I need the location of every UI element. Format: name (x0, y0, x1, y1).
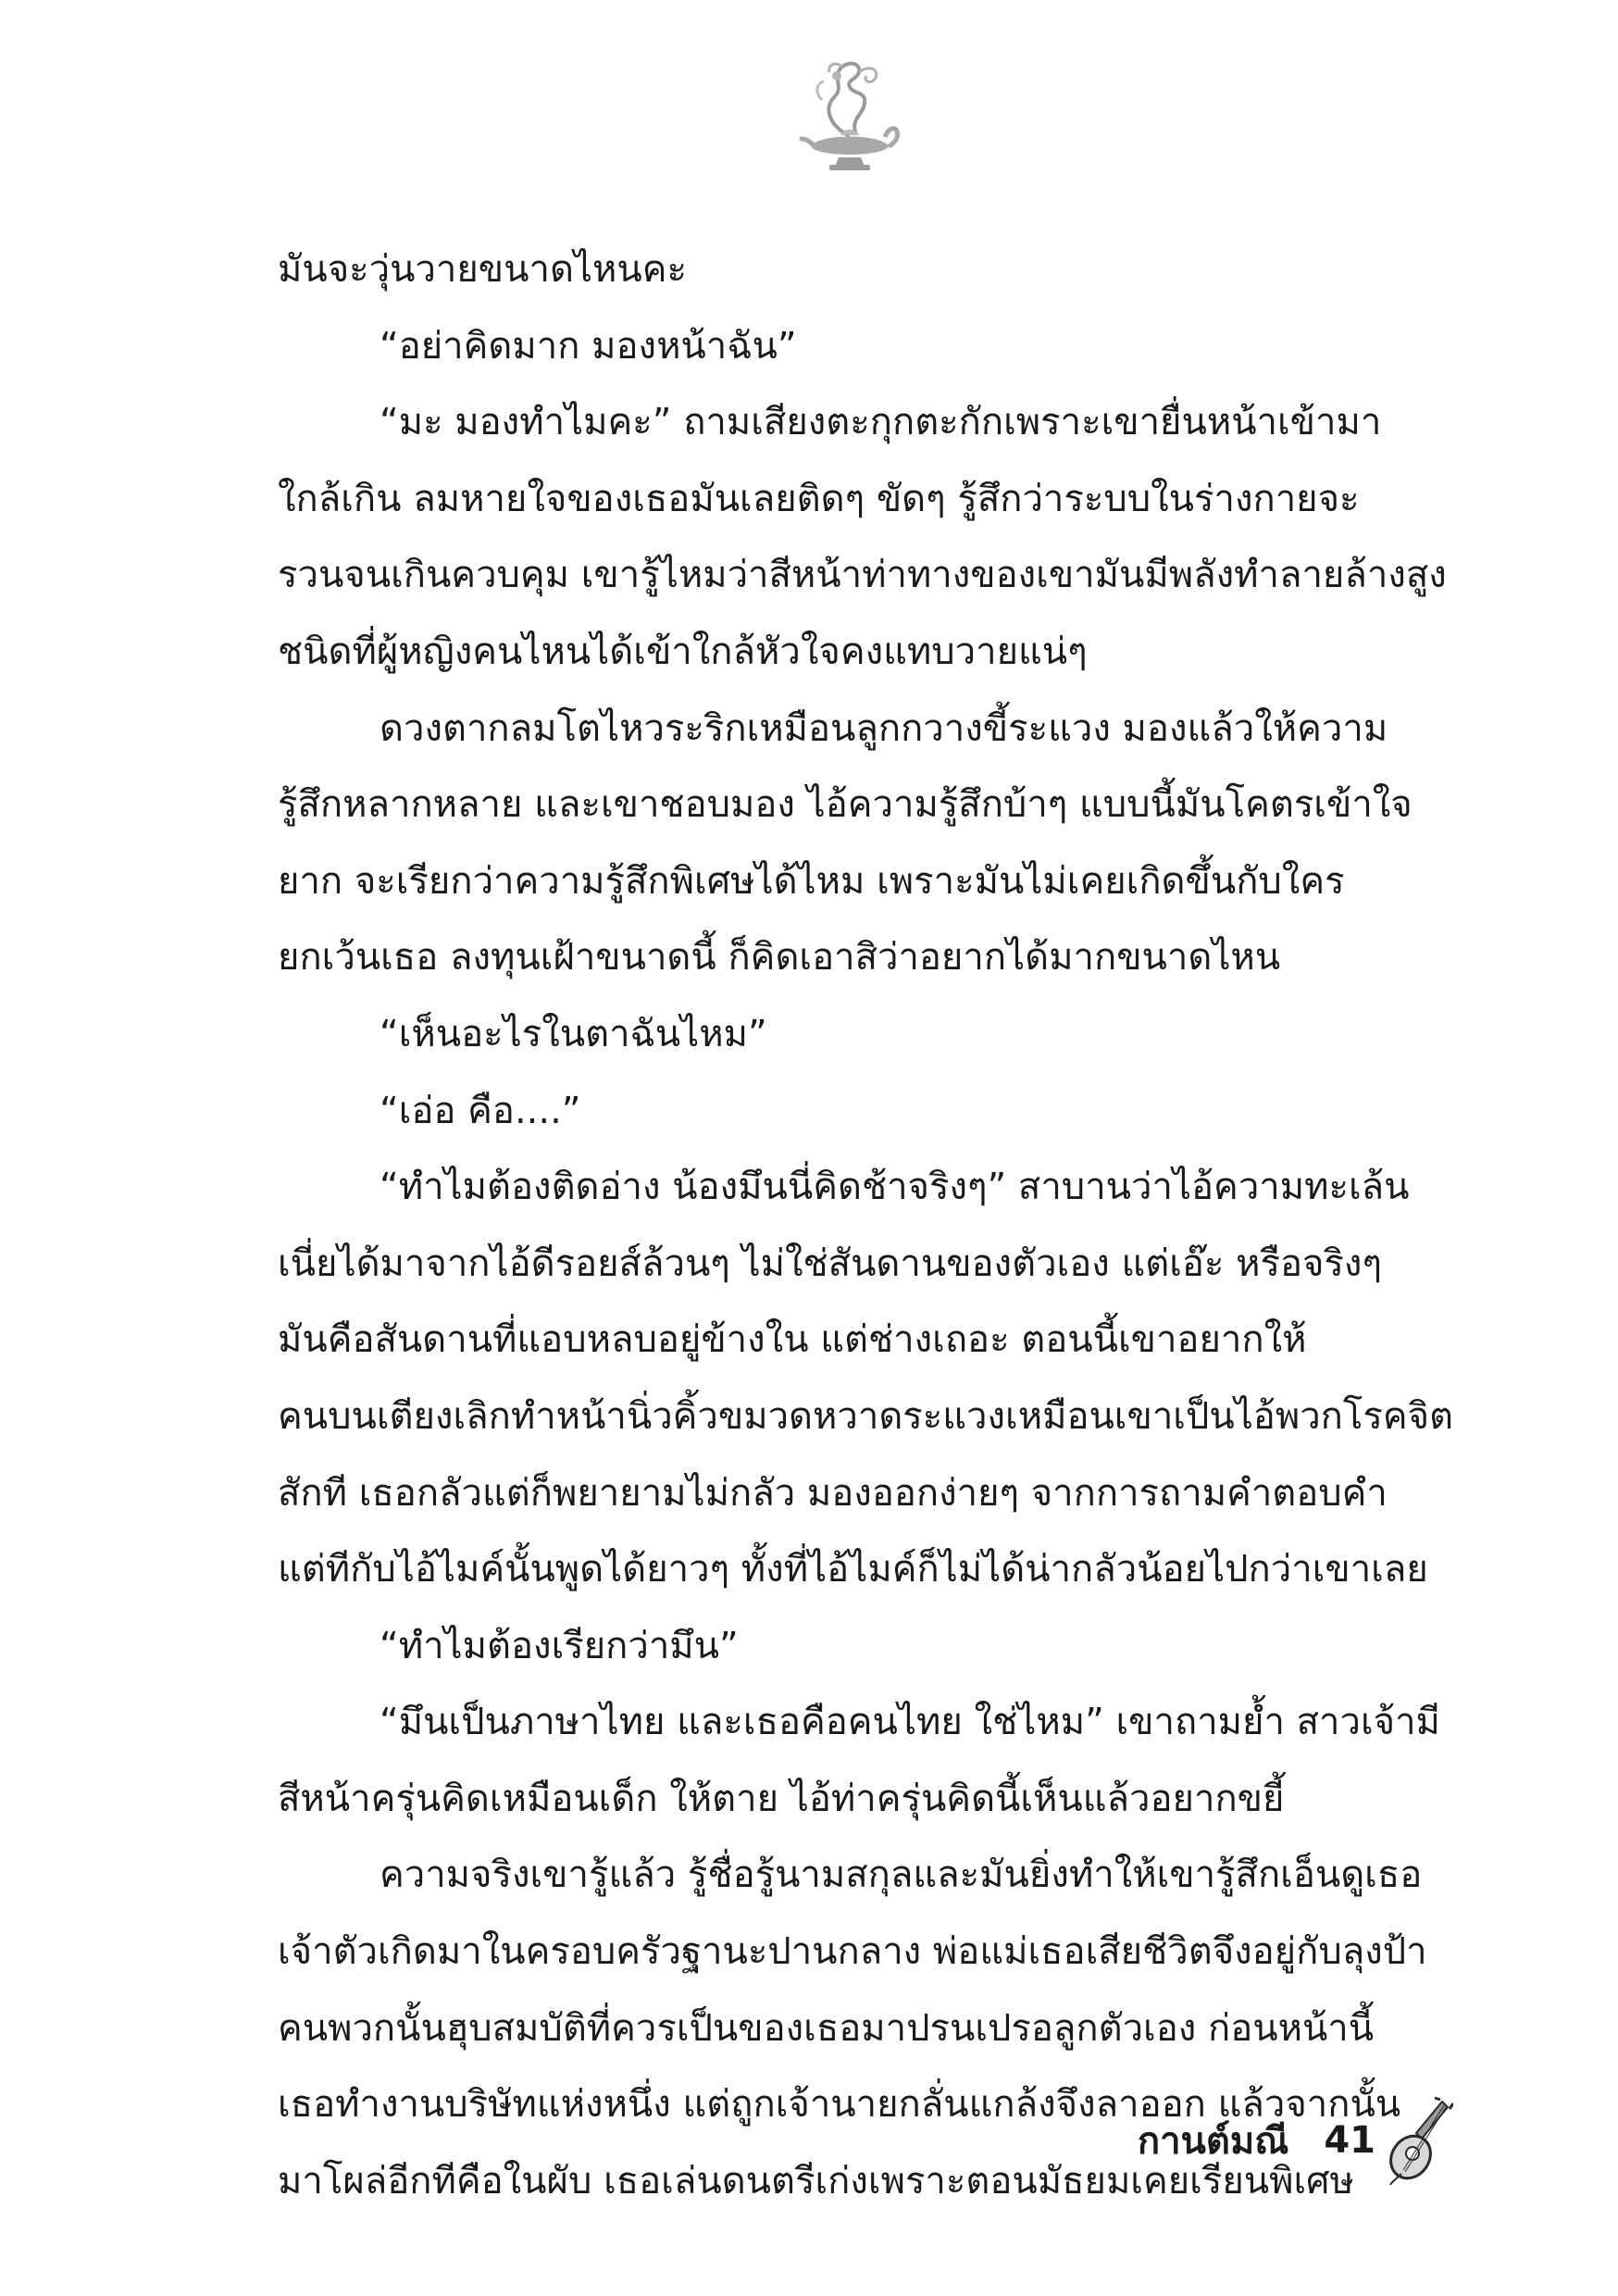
text-line: ดวงตากลมโตไหวระริกเหมือนลูกกวางขี้ระแวง มองแล้วให้ความ (380, 706, 1388, 750)
text-line: “ทำไมต้องติดอ่าง น้องมึนนี่คิดช้าจริงๆ” สาบานว่าไอ้ความทะเล้น (380, 1166, 1410, 1209)
text-line: คนบนเตียงเลิกทำหน้านิ่วคิ้วขมวดหวาดระแวงเหมือนเขาเป็นไอ้พวกโรคจิต (278, 1394, 1454, 1438)
text-line: ชนิดที่ผู้หญิงคนไหนได้เข้าใกล้หัวใจคงแทบวายแน่ๆ (278, 630, 1088, 673)
text-line: มาโผล่อีกทีคือในผับ เธอเล่นดนตรีเก่งเพราะตอนมัธยมเคยเรียนพิเศษ (278, 2159, 1354, 2202)
text-line: เธอทำงานบริษัทแห่งหนึ่ง แต่ถูกเจ้านายกลั่นแกล้งจึงลาออก แล้วจากนั้น (278, 2083, 1401, 2127)
author-name: กานต์มณี (1137, 2120, 1289, 2163)
text-line: เนี่ยได้มาจากไอ้ดีรอยส์ล้วนๆ ไม่ใช่สันดานของตัวเอง แต่เอ๊ะ หรือจริงๆ (278, 1242, 1382, 1285)
text-line: มันจะวุ่นวายขนาดไหนคะ (278, 248, 687, 291)
text-line: ยาก จะเรียกว่าความรู้สึกพิเศษได้ไหม เพราะมันไม่เคยเกิดขึ้นกับใคร (278, 859, 1345, 903)
text-line: “มะ มองทำไมคะ” ถามเสียงตะกุกตะกักเพราะเขายื่นหน้าเข้ามา (380, 401, 1382, 444)
text-line: ใกล้เกิน ลมหายใจของเธอมันเลยติดๆ ขัดๆ รู้สึกว่าระบบในร่างกายจะ (278, 477, 1360, 520)
text-line: “ทำไมต้องเรียกว่ามึน” (380, 1624, 739, 1667)
text-line: คนพวกนั้นฮุบสมบัติที่ควรเป็นของเธอมาปรนเปรอลูกตัวเอง ก่อนหน้านี้ (278, 2006, 1375, 2050)
text-line: “มึนเป็นภาษาไทย และเธอคือคนไทย ใช่ไหม” เขาถามย้ำ สาวเจ้ามี (380, 1701, 1440, 1744)
text-line: รู้สึกหลากหลาย และเขาชอบมอง ไอ้ความรู้สึกบ้าๆ แบบนี้มันโคตรเข้าใจ (278, 783, 1413, 827)
text-line: สักที เธอกลัวแต่ก็พยายามไม่กลัว มองออกง่ายๆ จากการถามคำตอบคำ (278, 1471, 1388, 1515)
text-line: ยกเว้นเธอ ลงทุนเฝ้าขนาดนี้ ก็คิดเอาสิว่าอยากได้มากขนาดไหน (278, 936, 1281, 980)
text-line: แต่ทีกับไอ้ไมค์นั้นพูดได้ยาวๆ ทั้งที่ไอ้ไมค์ก็ไม่ได้น่ากลัวน้อยไปกว่าเขาเลย (278, 1548, 1428, 1591)
text-line: รวนจนเกินควบคุม เขารู้ไหมว่าสีหน้าท่าทางของเขามันมีพลังทำลายล้างสูง (278, 554, 1447, 597)
genie-lamp-icon (794, 54, 905, 174)
lute-instrument-icon (1388, 2096, 1453, 2185)
body-text (278, 231, 1472, 2219)
text-line: “เห็นอะไรในตาฉันไหม” (380, 1012, 767, 1055)
text-line: “เอ่อ คือ....” (380, 1089, 581, 1132)
text-line: ความจริงเขารู้แล้ว รู้ชื่อรู้นามสกุลและมันยิ่งทำให้เขารู้สึกเอ็นดูเธอ (380, 1853, 1423, 1897)
text-line: เจ้าตัวเกิดมาในครอบครัวฐานะปานกลาง พ่อแม่เธอเสียชีวิตจึงอยู่กับลุงป้า (278, 1930, 1427, 1974)
page-number: 41 (1324, 2119, 1375, 2162)
page-footer (1138, 2094, 1453, 2187)
text-line: สีหน้าครุ่นคิดเหมือนเด็ก ให้ตาย ไอ้ท่าครุ่นคิดนี้เห็นแล้วอยากขยี้ (278, 1777, 1285, 1820)
text-line: “อย่าคิดมาก มองหน้าฉัน” (380, 324, 797, 368)
text-line: มันคือสันดานที่แอบหลบอยู่ข้างใน แต่ช่างเถอะ ตอนนี้เขาอยากให้ (278, 1318, 1307, 1362)
